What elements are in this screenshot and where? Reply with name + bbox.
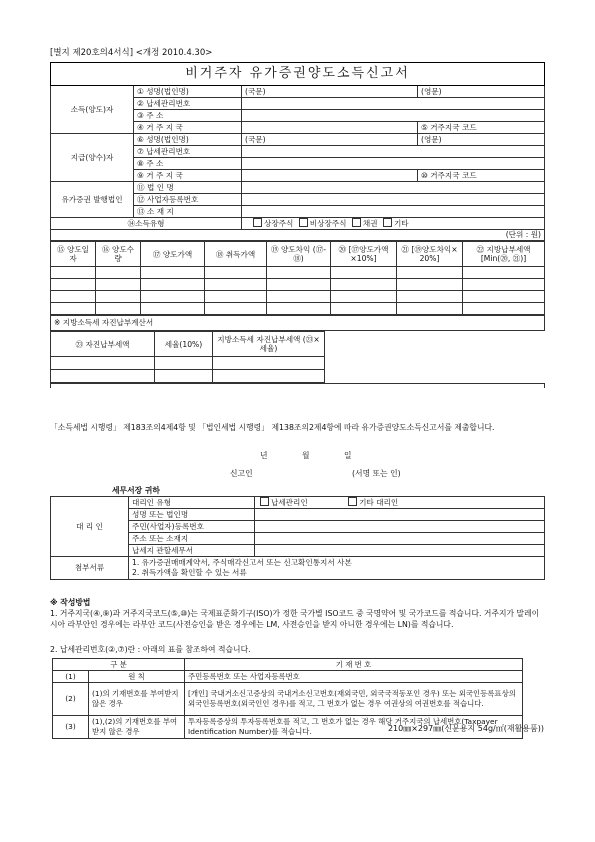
table-row[interactable] xyxy=(51,291,545,303)
instruction-item-2: 2. 납세관리번호(②,⑦)란 : 아래의 표를 참조하여 적습니다. xyxy=(50,645,251,654)
sign-label[interactable]: (서명 또는 인) xyxy=(352,469,401,478)
agent-table xyxy=(50,496,545,580)
income-country-label: ④ 거 주 지 국 xyxy=(134,122,242,134)
header-price-10pct: ⑳ [⑰양도가액 ×10%] xyxy=(331,242,397,267)
table-row[interactable] xyxy=(51,370,325,383)
header-acquisition-price: ⑱ 취득가액 xyxy=(205,242,267,267)
guide-header-category: 구 분 xyxy=(53,659,185,671)
attachment-item: 1. 유가증권매매계약서, 주식매각신고서 또는 신고확인통지서 사본 xyxy=(132,558,352,567)
header-self-payment: ㉓ 자진납부세액 xyxy=(51,332,155,357)
attachment-item: 2. 취득가액을 확인할 수 있는 서류 xyxy=(132,568,247,577)
attachments-label: 첨부서류 xyxy=(51,557,129,580)
income-type-options xyxy=(242,218,545,230)
agent-id-label: 주민(사업자)등록번호 xyxy=(129,521,255,533)
header-local-self-payment: 지방소득세 자진납부세액 (㉓×세율) xyxy=(213,332,325,357)
form-title: 비거주자 유가증권양도소득신고서 xyxy=(51,63,545,86)
income-country-field[interactable] xyxy=(242,122,418,134)
checkbox-listed[interactable] xyxy=(253,218,262,227)
option-unlisted: 비상장주식 xyxy=(309,219,347,228)
table-row[interactable] xyxy=(51,303,545,315)
payer-country-code-label: ⑩ 거주지국 코드 xyxy=(418,170,545,182)
local-tax-table xyxy=(50,331,325,383)
payer-name-label: ⑥ 성명(법인명) xyxy=(134,134,242,146)
local-tax-section xyxy=(50,315,545,331)
issuer-name-field[interactable] xyxy=(242,182,545,194)
payer-address-label: ⑧ 주 소 xyxy=(134,158,242,170)
option-other-agent: 기타 대리인 xyxy=(359,498,399,507)
guide-row-value: [개인] 국내거소신고증상의 국내거소신고번호(재외국민, 외국국적동포인 경우) 또는 외국인등록표상의 외국인등록번호(외국인인 경우)를 적고, 그 번호가 없는 경우 여권상의 여권번호를 적습니다. xyxy=(185,683,523,716)
attachments-list xyxy=(129,557,545,580)
payer-english-label[interactable]: (영문) xyxy=(418,134,545,146)
payer-taxid-label: ⑦ 납세관리번호 xyxy=(134,146,242,158)
unit-label: (단위 : 원) xyxy=(51,230,545,241)
income-taxid-label: ② 납세관리번호 xyxy=(134,98,242,110)
payer-korean-label[interactable]: (국문) xyxy=(242,134,418,146)
table-row[interactable] xyxy=(51,357,325,370)
agent-id-field[interactable] xyxy=(255,521,545,533)
issuer-label: 유가증권 발행법인 xyxy=(51,182,134,218)
header-transfer-date: ⑮ 양도일자 xyxy=(51,242,96,267)
checkbox-tax-manager[interactable] xyxy=(260,497,269,506)
reporter-label: 신고인 xyxy=(230,469,253,478)
option-bond: 채권 xyxy=(362,219,378,228)
declaration-table xyxy=(50,383,545,388)
agent-address-label: 주소 또는 소재지 xyxy=(129,533,255,545)
header-transfer-gain: ⑲ 양도차익 (⑰-⑱) xyxy=(267,242,331,267)
income-english-label[interactable]: (영문) xyxy=(418,86,545,98)
agent-type-label: 대리인 유형 xyxy=(129,497,255,509)
guide-row-category: (1)의 기재번호를 부여받지 않은 경우 xyxy=(89,683,185,716)
income-address-label: ③ 주 소 xyxy=(134,110,242,122)
option-tax-manager: 납세관리인 xyxy=(271,498,308,507)
payer-taxid-field[interactable] xyxy=(242,146,545,158)
guide-row-no: (1) xyxy=(53,671,89,683)
header-transfer-price: ⑰ 양도가액 xyxy=(141,242,205,267)
guide-row-value: 투자등록증상의 투자등록번호를 적고, 그 번호가 없는 경우 해당 거주지국의 납세번호(Taxpayer Identification Number)를 적습니다. xyxy=(185,716,523,739)
instructions-heading: ※ 작성방법 xyxy=(50,598,91,607)
checkbox-bond[interactable] xyxy=(352,218,361,227)
income-type-label: ⑭소득유형 xyxy=(51,218,242,230)
income-party-label: 소득(양도)자 xyxy=(51,86,134,134)
table-row[interactable] xyxy=(51,267,545,279)
income-country-code-label: ⑤ 거주지국 코드 xyxy=(418,122,545,134)
checkbox-other-agent[interactable] xyxy=(348,497,357,506)
instruction-item-1: 1. 거주지국(④,⑨)과 거주지국코드(⑤,⑩)는 국제표준화기구(ISO)가 정한 국가별 ISO코드 중 국명약어 및 국가코드를 적습니다. 거주지가 말레이시아 라부안인 경우에는 라부안 코드(사전승인을 받은 경우에는 LM, 사전승인을 받지 아니한 경우에는 LN)를 적습니다. xyxy=(50,609,540,629)
option-other: 기타 xyxy=(393,219,409,228)
income-korean-label[interactable]: (국문) xyxy=(242,86,418,98)
agent-office-field[interactable] xyxy=(255,545,545,557)
transfer-table xyxy=(50,241,545,315)
agent-name-field[interactable] xyxy=(255,509,545,521)
form-body xyxy=(50,62,544,388)
tax-office-label: 세무서장 귀하 xyxy=(112,486,160,495)
issuer-location-field[interactable] xyxy=(242,206,545,218)
main-form-table xyxy=(50,62,545,241)
guide-row-category: 원 칙 xyxy=(89,671,185,683)
header-transfer-qty: ⑯ 양도수량 xyxy=(96,242,141,267)
agent-office-label: 납세지 관할세무서 xyxy=(129,545,255,557)
guide-row-value: 주민등록번호 또는 사업자등록번호 xyxy=(185,671,523,683)
local-tax-heading: ※ 지방소득세 자진납부계산서 xyxy=(51,316,545,331)
payer-party-label: 지급(양수)자 xyxy=(51,134,134,182)
payer-country-label: ⑨ 거 주 지 국 xyxy=(134,170,242,182)
guide-header-value: 기 재 번 호 xyxy=(185,659,523,671)
agent-label: 대 리 인 xyxy=(51,497,129,557)
income-address-field[interactable] xyxy=(242,110,545,122)
agent-name-label: 성명 또는 법인명 xyxy=(129,509,255,521)
issuer-bizno-label: ⑫ 사업자등록번호 xyxy=(134,194,242,206)
payer-country-field[interactable] xyxy=(242,170,418,182)
income-taxid-field[interactable] xyxy=(242,98,545,110)
paper-spec: 210㎜×297㎜(신문용지 54g/㎡(재활용품)) xyxy=(387,724,544,733)
agent-section xyxy=(50,496,544,580)
checkbox-unlisted[interactable] xyxy=(299,218,308,227)
table-row[interactable] xyxy=(51,279,545,291)
issuer-location-label: ⑬ 소 재 지 xyxy=(134,206,242,218)
issuer-name-label: ⑪ 법 인 명 xyxy=(134,182,242,194)
agent-type-options xyxy=(255,497,545,509)
guide-row-category: (1),(2)의 기재번호를 부여받지 않은 경우 xyxy=(89,716,185,739)
income-name-label: ① 성명(법인명) xyxy=(134,86,242,98)
header-local-tax: ㉒ 지방납부세액 [Min(⑳, ㉑)] xyxy=(463,242,545,267)
guide-row-no: (2) xyxy=(53,683,89,716)
checkbox-other[interactable] xyxy=(383,218,392,227)
agent-address-field[interactable] xyxy=(255,533,545,545)
date-label: 년 월 일 xyxy=(260,451,354,460)
issuer-bizno-field[interactable] xyxy=(242,194,545,206)
declaration-text: 「소득세법 시행령」 제183조의4제4항 및 「법인세법 시행령」 제138조의2제4항에 따라 유가증권양도소득신고서를 제출합니다. xyxy=(50,423,495,432)
option-listed: 상장주식 xyxy=(264,219,294,228)
header-gain-20pct: ㉑ [⑲양도차익× 20%] xyxy=(397,242,463,267)
payer-address-field[interactable] xyxy=(242,158,545,170)
guide-row-no: (3) xyxy=(53,716,89,739)
header-tax-rate: 세율(10%) xyxy=(155,332,213,357)
form-number: [별지 제20호의4서식] <개정 2010.4.30> xyxy=(50,48,213,58)
